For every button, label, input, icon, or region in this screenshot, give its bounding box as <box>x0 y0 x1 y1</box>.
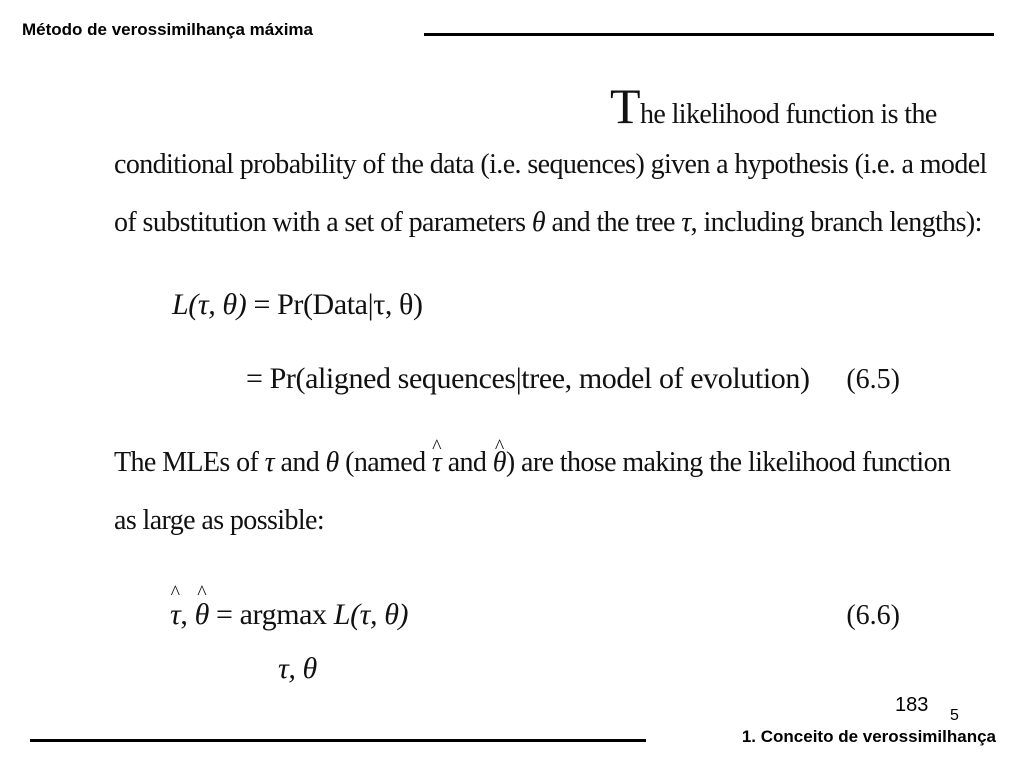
drop-cap: T <box>610 78 640 134</box>
equation-number-6-5: (6.5) <box>846 364 900 395</box>
header-rule <box>424 33 994 36</box>
paragraph-2-line-2: as large as possible: <box>114 505 325 536</box>
theta-symbol: θ <box>325 447 339 478</box>
equation-rhs: = Pr(Data|τ, θ) <box>253 288 423 321</box>
paragraph-text: he likelihood function is the <box>639 99 937 130</box>
equation-6-6 <box>170 598 408 632</box>
paragraph-text: , including branch lengths): <box>690 207 982 238</box>
paragraph-1-line-2: conditional probability of the data (i.e. sequences) given a hypothesis (i.e. a model <box>114 149 987 180</box>
theta-symbol: θ <box>531 207 546 238</box>
theta-hat-symbol: ^ θ <box>195 598 209 632</box>
paragraph-1-line-1 <box>610 78 937 134</box>
equation-args: (τ, θ) <box>350 598 409 631</box>
slide-title: Método de verossimilhança máxima <box>22 20 313 39</box>
footer-rule <box>30 739 646 742</box>
paragraph-text: ) are those making the likelihood function <box>505 447 951 478</box>
tau-symbol: τ <box>264 447 275 478</box>
paragraph-text: and <box>280 447 320 478</box>
paragraph-1-line-3 <box>114 207 982 238</box>
theta-hat-symbol: ^ θ <box>493 448 506 478</box>
paragraph-text: of substitution with a set of parameters <box>114 207 526 238</box>
equation-6-5-line-1 <box>172 288 423 322</box>
paragraph-2-line-1 <box>114 447 951 478</box>
likelihood-symbol: L <box>172 288 189 321</box>
comma: , <box>180 598 188 631</box>
tau-symbol: τ <box>681 207 691 238</box>
tau-hat-symbol: ^ τ <box>432 448 441 478</box>
paragraph-text: (named <box>345 447 426 478</box>
section-title: 1. Conceito de verossimilhança <box>741 727 996 746</box>
paragraph-text: The MLEs of <box>114 447 259 478</box>
tau-hat-symbol: ^ τ <box>170 598 180 632</box>
equation-6-5-line-2: = Pr(aligned sequences|tree, model of evolution) <box>246 362 810 395</box>
book-page-number: 183 <box>895 694 929 716</box>
argmax-subscript: τ, θ <box>278 652 317 685</box>
slide-number: 5 <box>950 707 959 724</box>
equation-number-6-6: (6.6) <box>846 600 900 631</box>
paragraph-text: and <box>447 447 487 478</box>
equation-args: (τ, θ) <box>188 288 247 321</box>
paragraph-text: and the tree <box>551 207 675 238</box>
likelihood-symbol: L <box>333 598 351 631</box>
argmax-operator: = argmax <box>216 598 327 631</box>
